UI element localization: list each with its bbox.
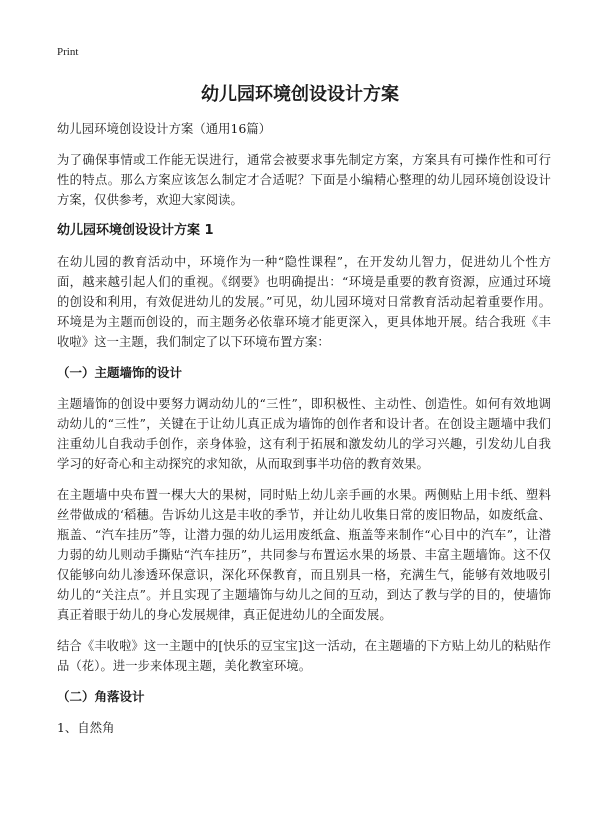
section-heading: 幼儿园环境创设设计方案 1 (57, 223, 214, 238)
subsection-heading-wall-design: （一）主题墙饰的设计 (57, 365, 183, 380)
print-link[interactable]: Print (57, 46, 79, 58)
subsection-heading-corner-design: （二）角落设计 (57, 689, 145, 704)
wall-design-paragraph-3: 结合《丰收啦》这一主题中的[快乐的豆宝宝]这一活动，在主题墙的下方贴上幼儿的粘贴作品（花）。进一步来体现主题，美化教室环境。 (57, 639, 551, 673)
document-body (57, 119, 551, 738)
list-item-nature-corner: 1、自然角 (57, 721, 115, 735)
document-subtitle: 幼儿园环境创设设计方案（通用16篇） (57, 122, 272, 136)
wall-design-paragraph-2: 在主题墙中央布置一棵大大的果树，同时贴上幼儿亲手画的水果。两侧贴上用卡纸、塑料丝带做成的‘稻穗。告诉幼儿这是丰收的季节，并让幼儿收集日常的废旧物品，如废纸盒、瓶盖、“汽车挂历”等，让潜力强的幼儿运用废纸盒、瓶盖等来制作“心目中的汽车”，让潜力弱的幼儿则动手撕贴“汽车挂历”，共同参与布置运水果的场景、丰富主题墙饰。这不仅仅能够向幼儿渗透环保意识，深化环保教育，而且别具一格，充满生气，能够有效地吸引幼儿的“关注点”。并且实现了主题墙饰与幼儿之间的互动，到达了教与学的目的，使墙饰真正着眼于幼儿的身心发展规律，真正促进幼儿的全面发展。 (57, 488, 551, 622)
intro-paragraph: 为了确保事情或工作能无误进行，通常会被要求事先制定方案，方案具有可操作性和可行性的特点。那么方案应该怎么制定才合适呢？下面是小编精心整理的幼儿园环境创设设计方案，仅供参考，欢迎大家阅读。 (57, 153, 551, 207)
page-title: 幼儿园环境创设设计方案 (201, 84, 399, 105)
section-paragraph: 在幼儿园的教育活动中，环境作为一种“隐性课程”，在开发幼儿智力，促进幼儿个性方面，越来越引起人们的重视。《纲要》也明确提出：“环境是重要的教育资源，应通过环境的创设和利用，有效促进幼儿的发展。”可见，幼儿园环境对日常教育活动起着重要作用。环境是为主题而创设的，而主题务必依靠环境才能更深入，更具体地开展。结合我班《丰收啦》这一主题，我们制定了以下环境布置方案： (57, 255, 551, 349)
wall-design-paragraph-1: 主题墙饰的创设中要努力调动幼儿的“三性”，即积极性、主动性、创造性。如何有效地调动幼儿的“三性”，关键在于让幼儿真正成为墙饰的创作者和设计者。在创设主题墙中我们注重幼儿自我动手创作，亲身体验，这有利于拓展和激发幼儿的学习兴趣，引发幼儿自我学习的好奇心和主动探究的求知欲，从而取到事半功倍的教育效果。 (57, 397, 551, 471)
